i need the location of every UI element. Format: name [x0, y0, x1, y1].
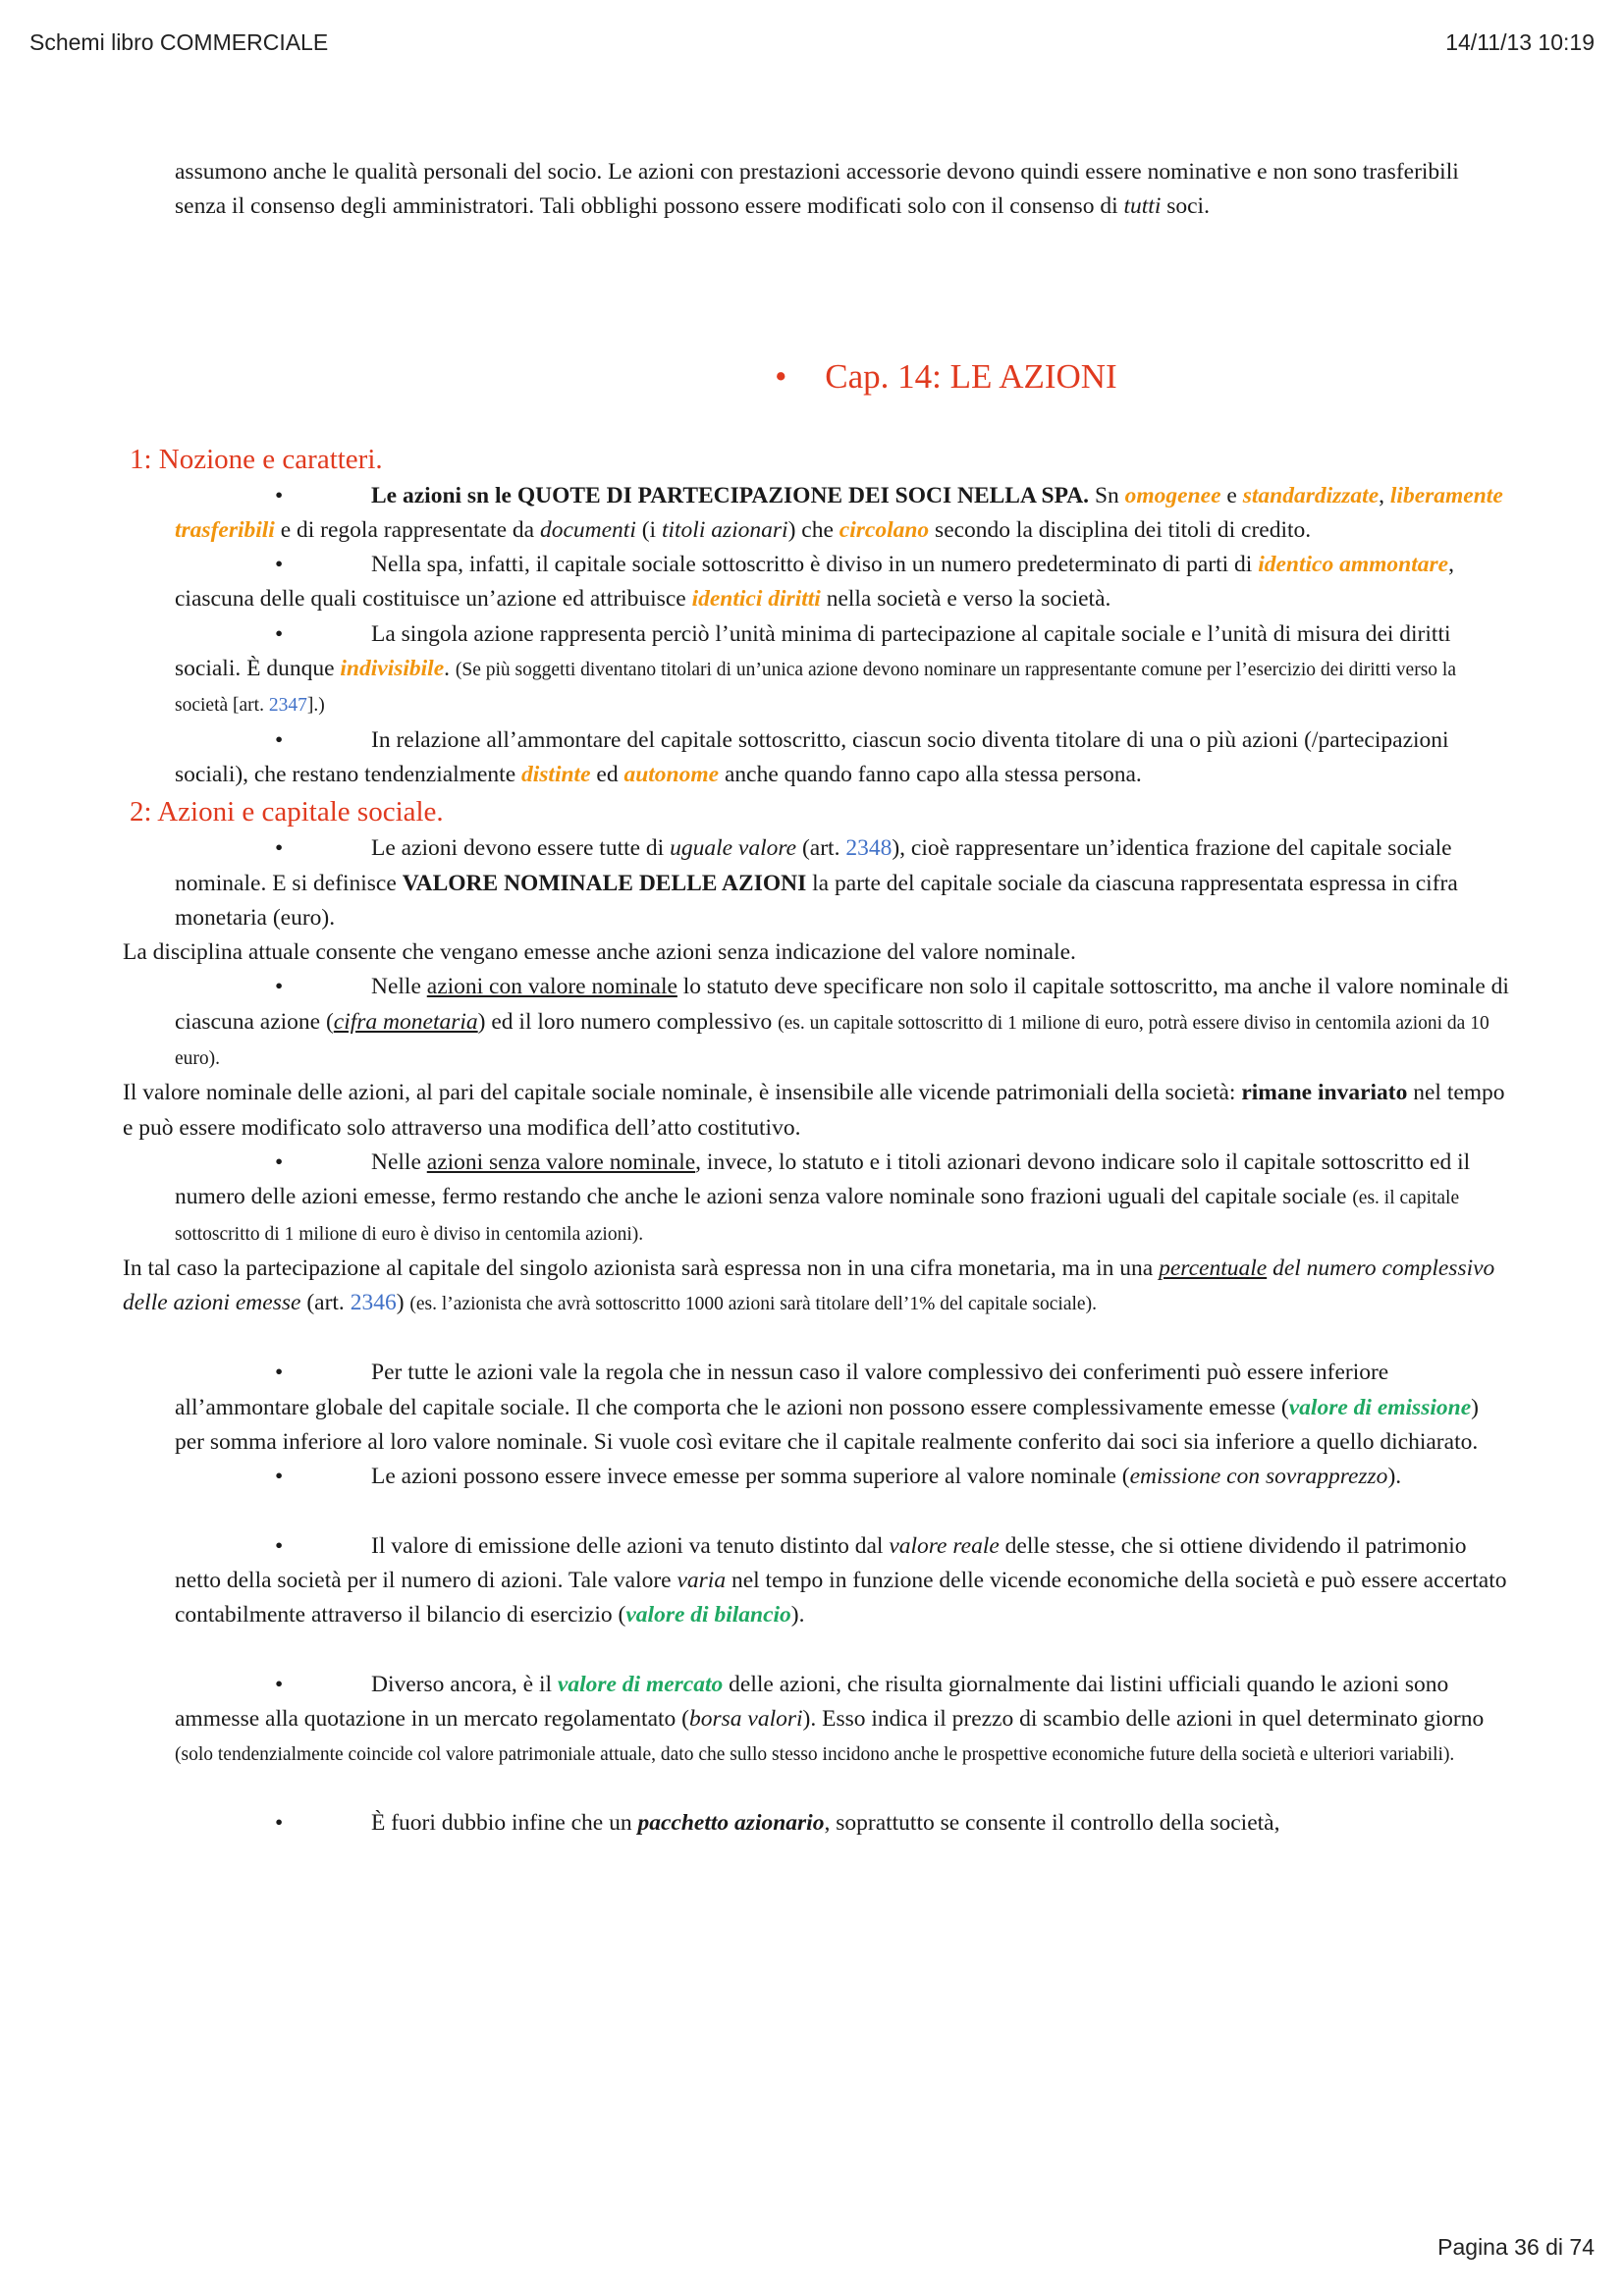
paragraph: assumono anche le qualità personali del socio. Le azioni con prestazioni accessorie devono quindi essere nominative e non sono trasferibili senza il consenso degli amministratori. Tali obblighi possono essere modificati solo con il consenso di tutti soci.: [175, 159, 1459, 220]
bullet-icon: •: [275, 726, 284, 753]
bullet-paragraph: • Nelle azioni senza valore nominale, invece, lo statuto e i titoli azionari devono indicare solo il capitale sottoscritto ed il numero delle azioni emesse, fermo restando che anche le azioni senza valore nominale sono frazioni uguali del capitale sociale (es. il capitale sottoscritto di 1 milione di euro è diviso in centomila azioni).: [175, 1146, 1510, 1252]
page-content: [123, 155, 1510, 1842]
bullet-paragraph: • Nella spa, infatti, il capitale sociale sottoscritto è diviso in un numero predeterminato di parti di identico ammontare, ciascuna delle quali costituisce un’azione ed attribuisce identici diritti nella società e verso la società.: [175, 548, 1510, 617]
bullet-icon: •: [275, 1464, 284, 1490]
bullet-icon: •: [275, 1671, 284, 1697]
section-heading: 1: Nozione e caratteri.: [130, 443, 383, 475]
chapter-title: • Cap. 14: LE AZIONI: [344, 355, 1510, 399]
bullet-icon: •: [775, 356, 787, 396]
paragraph: In tal caso la partecipazione al capitale del singolo azionista sarà espressa non in una cifra monetaria, ma in una percentuale del numero complessivo delle azioni emesse (art. 2346) (es. l’azionista che avrà sottoscritto 1000 azioni sarà titolare dell’1% del capitale sociale).: [123, 1255, 1495, 1316]
bullet-paragraph: • Le azioni sn le QUOTE DI PARTECIPAZIONE DEI SOCI NELLA SPA. Sn omogenee e standardizzate, liberamente trasferibili e di regola rappresentate da documenti (i titoli azionari) che circolano secondo la disciplina dei titoli di credito.: [175, 479, 1510, 549]
bullet-icon: •: [275, 552, 284, 578]
bullet-icon: •: [275, 1532, 284, 1559]
bullet-paragraph: • La singola azione rappresenta perciò l’unità minima di partecipazione al capitale sociale e l’unità di misura dei diritti sociali. È dunque indivisibile. (Se più soggetti diventano titolari di un’unica azione devono nominare un rappresentante comune per l’esercizio dei diritti verso la società [art. 2347].): [175, 617, 1510, 723]
paragraph: La disciplina attuale consente che vengano emesse anche azioni senza indicazione del valore nominale.: [123, 939, 1076, 966]
bullet-paragraph: • Per tutte le azioni vale la regola che in nessun caso il valore complessivo dei conferimenti può essere inferiore all’ammontare globale del capitale sociale. Il che comporta che le azioni non possono essere complessivamente emesse (valore di emissione) per somma inferiore al loro valore nominale. Si vuole così evitare che il capitale realmente conferito dai soci sia inferiore a quello dichiarato.: [175, 1356, 1510, 1460]
bullet-paragraph: • In relazione all’ammontare del capitale sottoscritto, ciascun socio diventa titolare di una o più azioni (/partecipazioni sociali), che restano tendenzialmente distinte ed autonome anche quando fanno capo alla stessa persona.: [175, 723, 1510, 793]
bullet-icon: •: [275, 620, 284, 647]
bullet-paragraph: • Le azioni devono essere tutte di uguale valore (art. 2348), cioè rappresentare un’identica frazione del capitale sociale nominale. E si definisce VALORE NOMINALE DELLE AZIONI la parte del capitale sociale da ciascuna rappresentata espressa in cifra monetaria (euro).: [175, 831, 1510, 935]
bullet-paragraph: • Diverso ancora, è il valore di mercato delle azioni, che risulta giornalmente dai listini ufficiali quando le azioni sono ammesse alla quotazione in un mercato regolamentato (borsa valori). Esso indica il prezzo di scambio delle azioni in quel determinato giorno (solo tendenzialmente coincide col valore patrimoniale attuale, dato che sullo stesso incidono anche le prospettive economiche future della società e ulteriori variabili).: [175, 1668, 1510, 1773]
bullet-icon: •: [275, 1360, 284, 1386]
page-number: Pagina 36 di 74: [1437, 2234, 1595, 2260]
header-title: Schemi libro COMMERCIALE: [29, 29, 329, 55]
bullet-paragraph: • Nelle azioni con valore nominale lo statuto deve specificare non solo il capitale sottoscritto, ma anche il valore nominale di ciascuna azione (cifra monetaria) ed il loro numero complessivo (es. un capitale sottoscritto di 1 milione di euro, potrà essere diviso in centomila azioni da 10 euro).: [175, 970, 1510, 1076]
header-datetime: 14/11/13 10:19: [1445, 29, 1595, 55]
bullet-icon: •: [275, 1810, 284, 1837]
paragraph: Il valore nominale delle azioni, al pari del capitale sociale nominale, è insensibile alle vicende patrimoniali della società: rimane invariato nel tempo e può essere modificato solo attraverso una modifica dell’atto costitutivo.: [123, 1080, 1505, 1141]
bullet-paragraph: • È fuori dubbio infine che un pacchetto azionario, soprattutto se consente il controllo della società,: [175, 1806, 1510, 1841]
bullet-icon: •: [275, 1148, 284, 1175]
bullet-icon: •: [275, 835, 284, 862]
bullet-paragraph: • Le azioni possono essere invece emesse per somma superiore al valore nominale (emissione con sovrapprezzo).: [175, 1460, 1510, 1494]
section-heading: 2: Azioni e capitale sociale.: [130, 796, 444, 828]
article-link[interactable]: 2348: [845, 835, 893, 862]
article-link[interactable]: 2347: [268, 695, 307, 717]
bullet-paragraph: • Il valore di emissione delle azioni va tenuto distinto dal valore reale delle stesse, che si ottiene dividendo il patrimonio netto della società per il numero di azioni. Tale valore varia nel tempo in funzione delle vicende economiche della società e può essere accertato contabilmente attraverso il bilancio di esercizio (valore di bilancio).: [175, 1529, 1510, 1633]
bullet-icon: •: [275, 974, 284, 1000]
article-link[interactable]: 2346: [350, 1290, 397, 1316]
bullet-icon: •: [275, 482, 284, 508]
